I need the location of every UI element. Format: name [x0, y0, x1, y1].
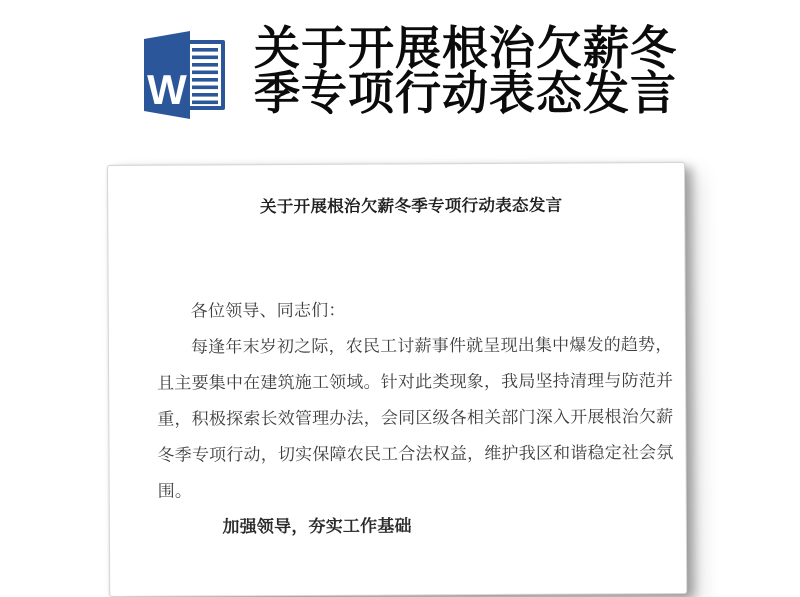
body-line: 每逢年末岁初之际，农民工讨薪事件就呈现出集中爆发的趋势， — [190, 335, 673, 357]
body-line: 重，积极探索长效管理办法，会同区级各相关部门深入开展根治欠薪 — [157, 407, 674, 429]
word-icon-letter: W — [147, 66, 187, 113]
document-page — [107, 162, 687, 597]
document-body — [157, 291, 674, 546]
template-header — [0, 0, 800, 140]
body-line: 围。 — [157, 481, 193, 501]
template-title-line1: 关于开展根治欠薪冬 — [254, 22, 677, 74]
section-heading-partial: 加强领导，夯实工作基础 — [222, 516, 412, 537]
body-line: 冬季专项行动，切实保障农民工合法权益，维护我区和谐稳定社会氛 — [157, 443, 674, 465]
template-title-line2: 季专项行动表态发言 — [254, 67, 677, 119]
document-title: 关于开展根治欠薪冬季专项行动表态发言 — [259, 196, 563, 217]
word-icon-document-page — [189, 44, 221, 106]
body-line-salutation: 各位领导、同志们： — [190, 300, 346, 321]
body-line: 且主要集中在建筑施工领域。针对此类现象，我局坚持清理与防范并 — [157, 371, 674, 393]
word-icon — [142, 30, 228, 120]
template-title — [254, 22, 677, 119]
